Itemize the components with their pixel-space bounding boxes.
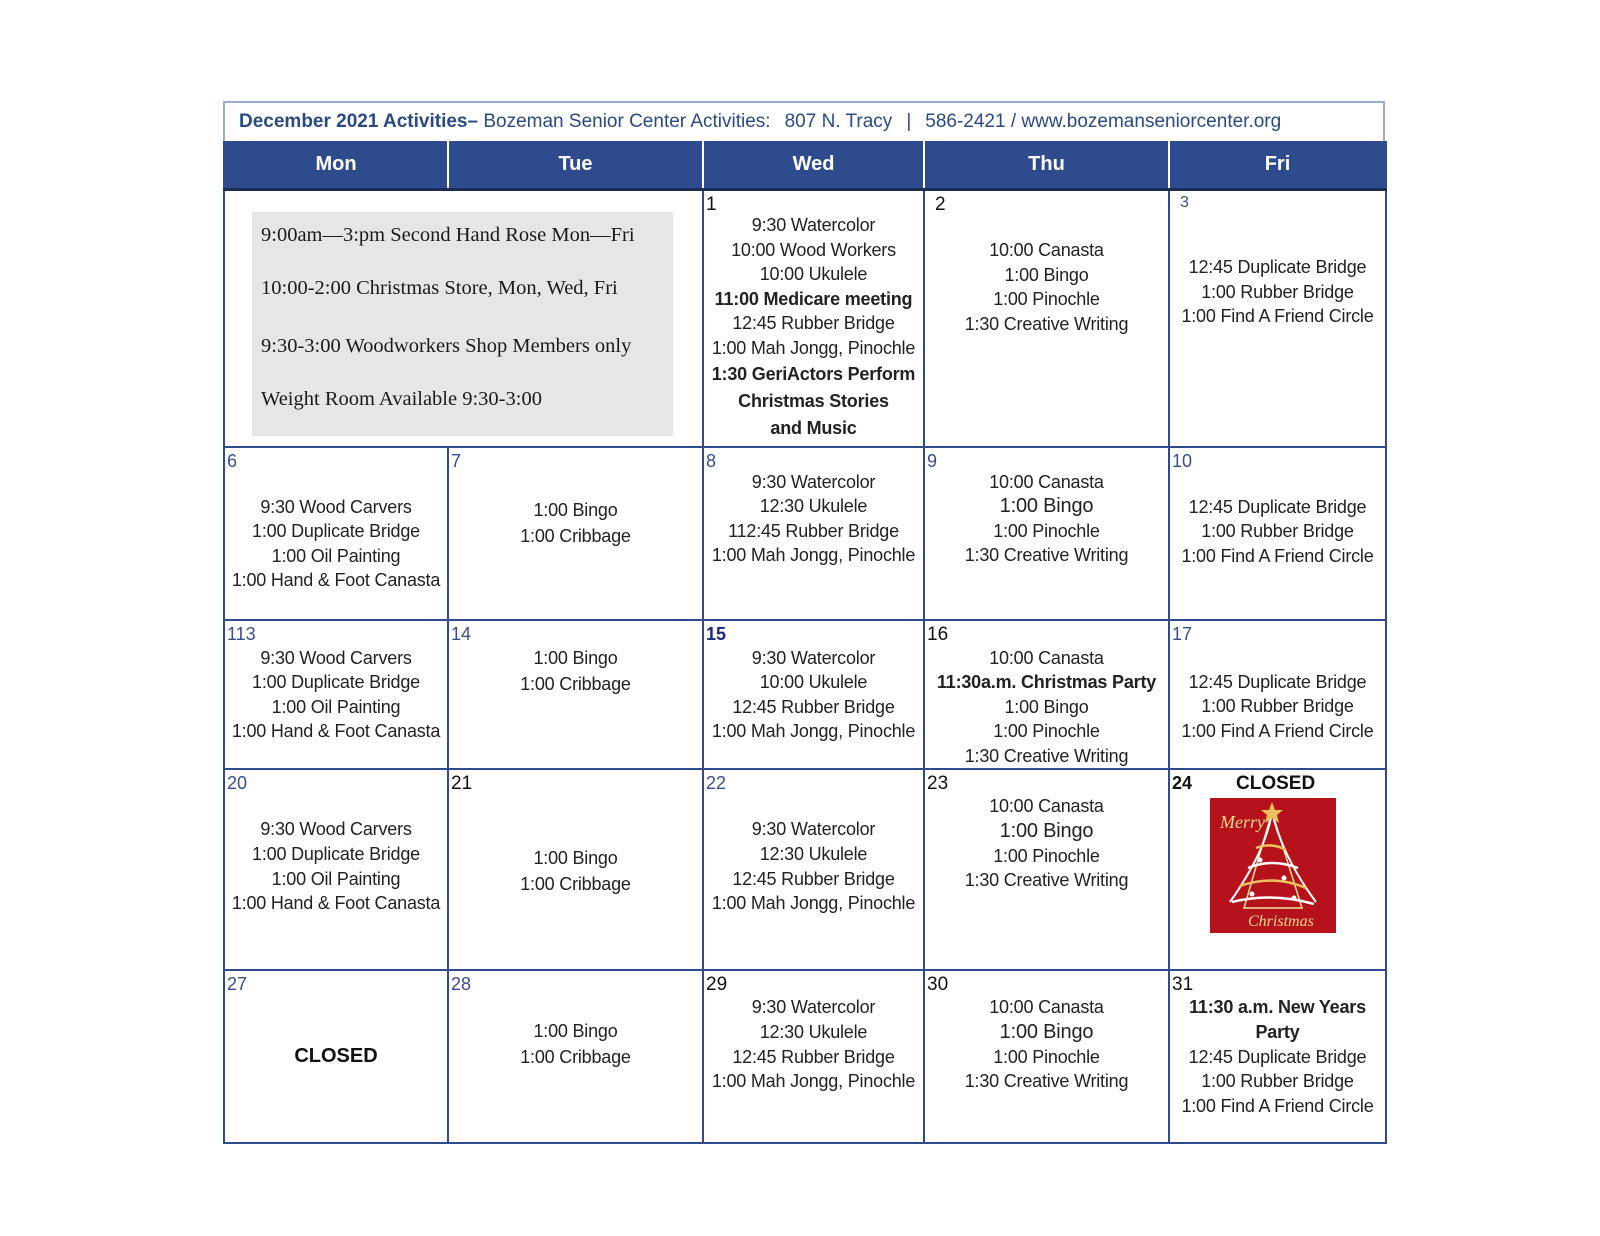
event: 1:00 Bingo — [533, 647, 618, 668]
merry-christmas-card — [1210, 798, 1336, 933]
day-events — [1170, 971, 1385, 1118]
event: 9:30 Watercolor — [751, 471, 876, 492]
week-row — [224, 190, 1386, 447]
event: 1:00 Cribbage — [520, 1047, 631, 1068]
event: 10:00 Canasta — [989, 796, 1104, 817]
day-events — [449, 448, 702, 549]
day-cell — [924, 190, 1169, 447]
notice-line: 10:00-2:00 Christmas Store, Mon, Wed, Fri — [261, 277, 618, 299]
event: 1:00 Mah Jongg, Pinochle — [711, 545, 916, 566]
day-number: 23 — [927, 773, 949, 795]
day-number: 8 — [706, 450, 717, 471]
day-number: 31 — [1172, 974, 1194, 996]
event: 1:00 Mah Jongg, Pinochle — [711, 1071, 916, 1092]
weekday-fri: Fri — [1169, 141, 1386, 190]
event: 1:00 Find A Friend Circle — [1181, 1095, 1374, 1116]
day-cell — [924, 769, 1169, 970]
day-cell — [1169, 769, 1386, 970]
day-number: 16 — [927, 623, 949, 645]
day-events — [925, 621, 1168, 769]
event: 1:30 Creative Writing — [964, 545, 1129, 566]
weekday-mon: Mon — [224, 141, 448, 190]
day-cell — [703, 620, 924, 770]
day-cell — [1169, 620, 1386, 770]
event: 12:45 Rubber Bridge — [732, 696, 895, 717]
day-events — [704, 770, 923, 915]
event: 12:45 Duplicate Bridge — [1188, 496, 1367, 517]
day-cell — [924, 447, 1169, 620]
calendar-grid — [223, 141, 1387, 1144]
day-cell — [224, 769, 448, 970]
day-number: 9 — [927, 450, 938, 471]
day-cell — [703, 970, 924, 1143]
day-number: 28 — [451, 974, 472, 995]
event: 1:00 Bingo — [1004, 264, 1089, 285]
weekday-tue: Tue — [448, 141, 703, 190]
event: 1:00 Pinochle — [993, 520, 1100, 541]
weekday-thu: Thu — [924, 141, 1169, 190]
event: 12:30 Ukulele — [759, 844, 868, 865]
event: 1:30 GeriActors Perform — [711, 363, 916, 384]
day-cell — [448, 769, 703, 970]
org-name: Bozeman Senior Center Activities: — [483, 111, 771, 132]
day-events — [925, 448, 1168, 568]
event: 1:00 Rubber Bridge — [1201, 696, 1354, 717]
contact-info: 586-2421 / www.bozemanseniorcenter.org — [925, 111, 1282, 132]
event: 1:00 Cribbage — [520, 673, 631, 694]
closed-label: CLOSED — [294, 1045, 378, 1068]
event: and Music — [770, 417, 857, 438]
week-row — [224, 447, 1386, 620]
event: 1:00 Rubber Bridge — [1201, 1071, 1354, 1092]
notice-line: 9:30-3:00 Woodworkers Shop Members only — [261, 335, 632, 357]
event: 9:30 Watercolor — [751, 819, 876, 840]
event: 12:30 Ukulele — [759, 496, 868, 517]
event: 10:00 Ukulele — [759, 672, 868, 693]
event: 12:30 Ukulele — [759, 1022, 868, 1043]
event: 11:30a.m. Christmas Party — [936, 672, 1157, 693]
event: 1:30 Creative Writing — [964, 870, 1129, 891]
calendar — [223, 101, 1385, 1144]
day-number: 10 — [1172, 450, 1193, 471]
event: 1:00 Bingo — [999, 1021, 1094, 1044]
notice-line: Weight Room Available 9:30-3:00 — [261, 388, 542, 410]
day-cell — [1169, 190, 1386, 447]
day-cell — [448, 970, 703, 1143]
day-number: 3 — [1180, 194, 1189, 211]
event: 1:00 Cribbage — [520, 525, 631, 546]
merry-text: Merry — [1220, 812, 1265, 833]
event: 1:30 Creative Writing — [964, 1071, 1129, 1092]
event: 1:00 Mah Jongg, Pinochle — [711, 721, 916, 742]
event: 12:45 Duplicate Bridge — [1188, 1046, 1367, 1067]
event: 1:00 Oil Painting — [271, 868, 401, 889]
event: 9:30 Wood Carvers — [260, 647, 412, 668]
event: 1:00 Find A Friend Circle — [1181, 720, 1374, 741]
address: 807 N. Tracy — [784, 111, 893, 132]
event: 9:30 Watercolor — [751, 647, 876, 668]
weekday-header-row — [224, 141, 1386, 190]
christmas-tree-icon — [1210, 798, 1336, 933]
day-events — [925, 191, 1168, 336]
day-number: 2 — [935, 194, 946, 215]
notice-line: 9:00am—3:pm Second Hand Rose Mon—Fri — [261, 224, 635, 246]
day-events — [1170, 191, 1385, 329]
event: 1:00 Pinochle — [993, 289, 1100, 310]
event: 12:45 Rubber Bridge — [732, 313, 895, 334]
notice-cell — [224, 190, 703, 447]
day-events — [1170, 621, 1385, 744]
day-cell — [703, 447, 924, 620]
event: 1:00 Find A Friend Circle — [1181, 545, 1374, 566]
event: 12:45 Duplicate Bridge — [1188, 257, 1367, 277]
day-number: 113 — [227, 623, 256, 644]
weekday-wed: Wed — [703, 141, 924, 190]
day-cell — [448, 447, 703, 620]
event: 112:45 Rubber Bridge — [728, 520, 899, 541]
day-events — [449, 770, 702, 897]
day-events — [225, 621, 447, 744]
day-number: 29 — [706, 974, 728, 996]
event: 1:30 Creative Writing — [964, 745, 1129, 766]
day-cell — [1169, 970, 1386, 1143]
day-number: 22 — [706, 773, 727, 794]
event: 1:00 Mah Jongg, Pinochle — [711, 893, 916, 914]
event: 9:30 Wood Carvers — [260, 496, 412, 517]
event: 10:00 Canasta — [989, 997, 1104, 1018]
event: 12:45 Rubber Bridge — [732, 868, 895, 889]
day-events — [449, 971, 702, 1070]
day-cell — [924, 620, 1169, 770]
week-row — [224, 620, 1386, 770]
event: 10:00 Canasta — [989, 471, 1104, 492]
day-events — [225, 448, 447, 593]
event: 1:00 Bingo — [533, 848, 618, 869]
day-events — [704, 191, 923, 442]
calendar-title-bar — [223, 101, 1385, 141]
event: 1:00 Pinochle — [993, 721, 1100, 742]
event: 1:00 Hand & Foot Canasta — [231, 893, 441, 914]
month-title: December 2021 Activities– — [239, 111, 479, 132]
day-number: 27 — [227, 974, 248, 995]
event: 1:00 Duplicate Bridge — [252, 672, 420, 693]
event: 10:00 Ukulele — [759, 264, 868, 285]
day-events — [704, 621, 923, 744]
notice-box — [252, 212, 673, 436]
event: 1:00 Rubber Bridge — [1201, 281, 1354, 302]
event: 1:00 Hand & Foot Canasta — [231, 721, 441, 742]
day-cell — [703, 190, 924, 447]
event: 10:00 Canasta — [989, 647, 1104, 668]
day-number: 1 — [706, 194, 717, 215]
day-cell — [1169, 447, 1386, 620]
event: Christmas Stories — [738, 390, 889, 411]
event: 12:45 Duplicate Bridge — [1188, 671, 1367, 692]
event: 12:45 Rubber Bridge — [732, 1046, 895, 1067]
event: 1:00 Bingo — [1004, 696, 1089, 717]
day-number: 17 — [1172, 623, 1193, 644]
christmas-text: Christmas — [1248, 913, 1314, 931]
event: 9:30 Watercolor — [751, 215, 876, 235]
event: 10:00 Canasta — [989, 240, 1104, 260]
event: 1:00 Bingo — [533, 499, 618, 520]
event: 1:00 Hand & Foot Canasta — [231, 570, 441, 591]
day-events — [449, 621, 702, 697]
event: 1:00 Rubber Bridge — [1201, 521, 1354, 542]
day-number: 14 — [451, 623, 472, 644]
day-number: 21 — [451, 773, 473, 795]
event: 11:30 a.m. New Years — [1189, 997, 1366, 1018]
event: 1:00 Bingo — [533, 1021, 618, 1042]
closed-label: CLOSED — [1236, 773, 1316, 795]
event: 1:00 Oil Painting — [271, 696, 401, 717]
event: 9:30 Watercolor — [751, 997, 876, 1018]
separator: | — [906, 111, 912, 132]
event: 1:00 Mah Jongg, Pinochle — [711, 337, 916, 358]
event: 10:00 Wood Workers — [731, 239, 896, 260]
event: 1:00 Bingo — [999, 820, 1094, 843]
event: 1:30 Creative Writing — [964, 313, 1129, 334]
day-cell — [224, 970, 448, 1143]
day-events — [704, 448, 923, 568]
day-cell — [924, 970, 1169, 1143]
event: 1:00 Duplicate Bridge — [252, 521, 420, 542]
day-cell — [224, 620, 448, 770]
event: 1:00 Pinochle — [993, 845, 1100, 866]
day-cell — [703, 769, 924, 970]
week-row — [224, 970, 1386, 1143]
day-number: 7 — [451, 450, 462, 471]
event: 1:00 Find A Friend Circle — [1181, 306, 1374, 327]
event: 11:00 Medicare meeting — [714, 288, 913, 309]
day-cell — [448, 620, 703, 770]
day-number: 20 — [227, 773, 248, 794]
week-row — [224, 769, 1386, 970]
day-number: 6 — [227, 450, 238, 471]
day-events — [925, 770, 1168, 892]
day-number: 24 — [1172, 773, 1193, 794]
day-number: 30 — [927, 974, 949, 996]
day-cell — [224, 447, 448, 620]
day-number: 15 — [706, 623, 727, 644]
event: 1:00 Duplicate Bridge — [252, 844, 420, 865]
event: Party — [1255, 1022, 1300, 1043]
day-events — [704, 971, 923, 1093]
event: 1:00 Oil Painting — [271, 545, 401, 566]
day-events — [1170, 448, 1385, 569]
event: 9:30 Wood Carvers — [260, 819, 412, 840]
event: 1:00 Bingo — [999, 495, 1094, 518]
event: 1:00 Pinochle — [993, 1046, 1100, 1067]
event: 1:00 Cribbage — [520, 874, 631, 895]
day-events — [925, 971, 1168, 1093]
day-events — [225, 770, 447, 915]
